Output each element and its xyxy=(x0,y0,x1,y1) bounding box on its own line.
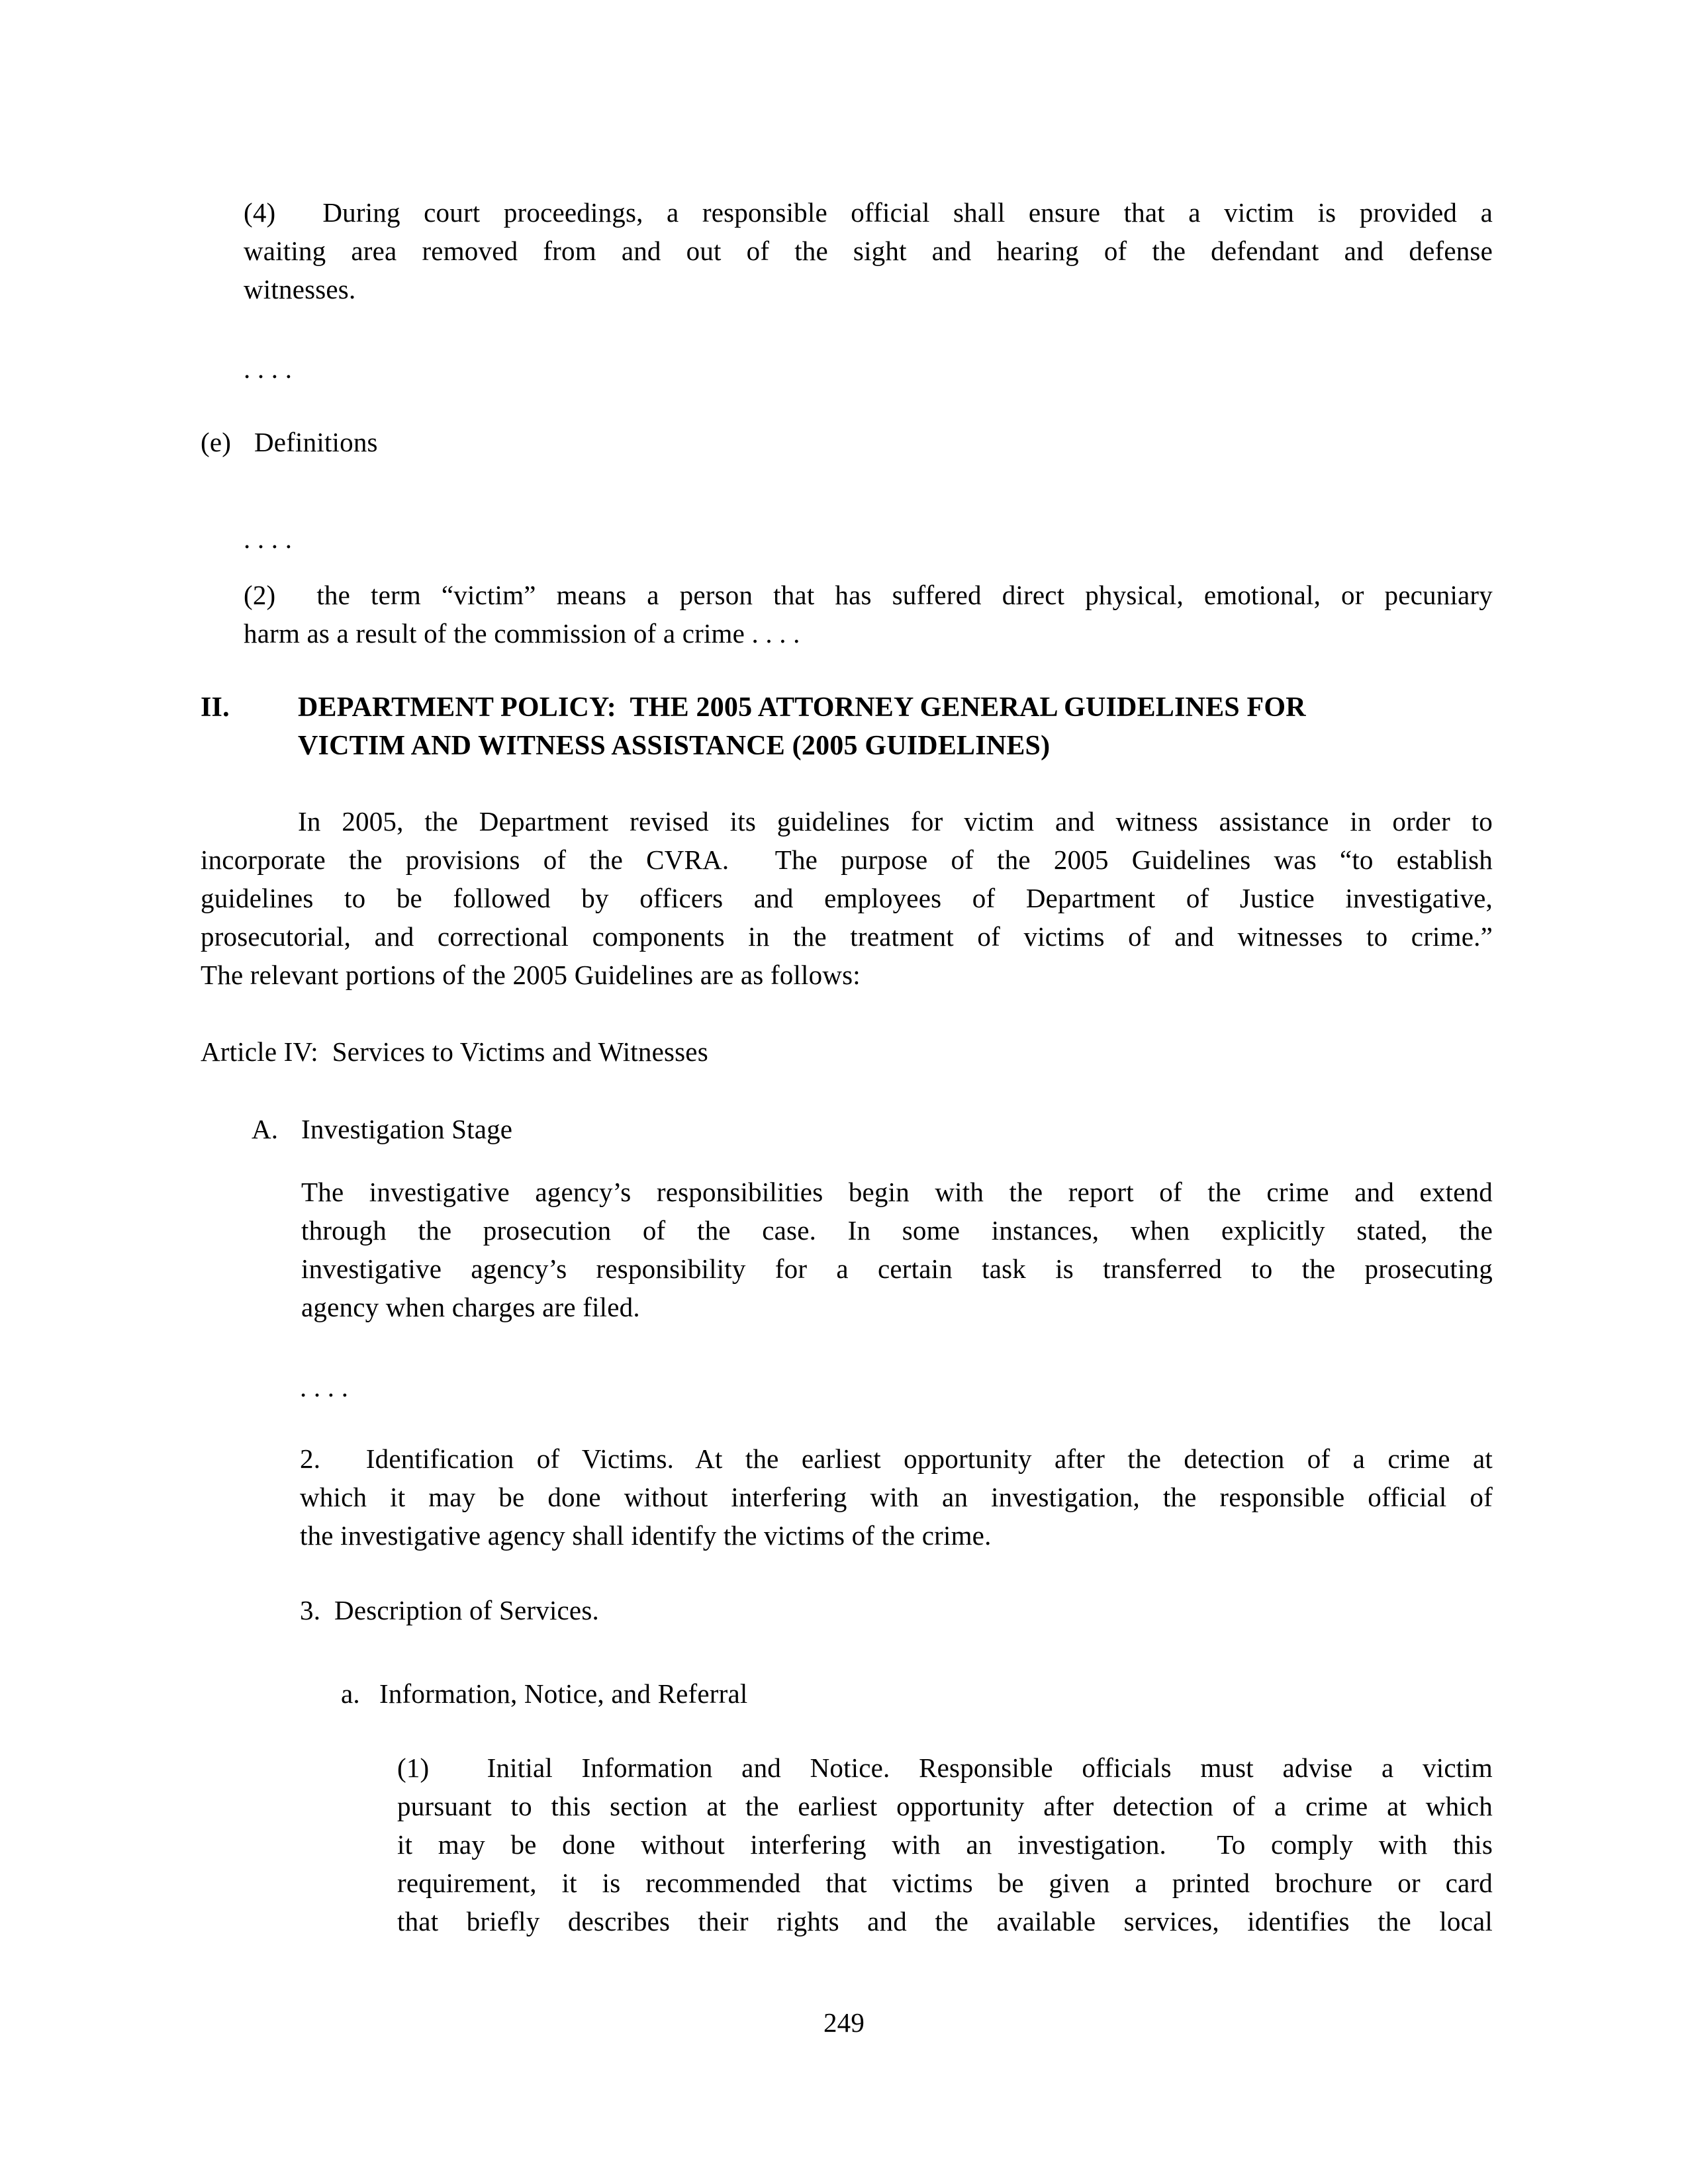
text-line: witnesses. xyxy=(244,274,356,304)
section-ii-heading xyxy=(298,688,1493,765)
text-line: investigative agency’s responsibility for a certain task is transferred to the prosecuting xyxy=(301,1253,1493,1284)
text-line xyxy=(252,1110,512,1148)
intro-paragraph xyxy=(201,802,1493,994)
text-line: 3. Description of Services. xyxy=(300,1595,599,1625)
text-line: The relevant portions of the 2005 Guidelines are as follows: xyxy=(201,960,861,990)
text-line: (2) the term “victim” means a person that has suffered direct physical, emotional, or pecuniary xyxy=(244,580,1493,610)
text-line: guidelines to be followed by officers and employees of Department of Justice investigative, xyxy=(201,883,1493,913)
text-line: pursuant to this section at the earliest opportunity after detection of a crime at which xyxy=(397,1791,1493,1821)
sub-a-heading xyxy=(341,1674,747,1713)
text-line: incorporate the provisions of the CVRA. The purpose of the 2005 Guidelines was “to establish xyxy=(201,844,1493,875)
text-line: which it may be done without interfering with an investigation, the responsible official of xyxy=(300,1482,1493,1512)
section-ii-number xyxy=(201,688,230,727)
item-text: Information, Notice, and Referral xyxy=(379,1678,748,1709)
text-line: 249 xyxy=(823,2007,865,2038)
ellipsis-line xyxy=(300,1368,348,1406)
item-2-identification-paragraph xyxy=(300,1439,1493,1555)
text-line: agency when charges are filed. xyxy=(301,1292,640,1322)
text-line: through the prosecution of the case. In some instances, when explicitly stated, the xyxy=(301,1215,1493,1246)
text-line: DEPARTMENT POLICY: THE 2005 ATTORNEY GENERAL GUIDELINES FOR xyxy=(298,692,1306,723)
text-line: requirement, it is recommended that victims be given a printed brochure or card xyxy=(397,1868,1493,1898)
text-line: it may be done without interfering with an investigation. To comply with this xyxy=(397,1829,1493,1860)
text-line: In 2005, the Department revised its guidelines for victim and witness assistance in order to xyxy=(298,806,1493,837)
item-label: A. xyxy=(252,1114,279,1144)
text-line: prosecutorial, and correctional components in the treatment of victims of and witnesses to crime.” xyxy=(201,921,1493,952)
text-line xyxy=(341,1674,747,1713)
text-line: VICTIM AND WITNESS ASSISTANCE (2005 GUIDELINES) xyxy=(298,731,1051,761)
sub-1-initial-information-paragraph xyxy=(397,1749,1493,1940)
text-line: the investigative agency shall identify the victims of the crime. xyxy=(300,1520,992,1551)
text-line: (1) Initial Information and Notice. Responsible officials must advise a victim xyxy=(397,1752,1493,1783)
definitions-heading xyxy=(201,423,378,461)
paragraph-4 xyxy=(244,193,1493,308)
ellipsis-line xyxy=(244,520,292,558)
text-line: The investigative agency’s responsibilities begin with the report of the crime and extend xyxy=(301,1177,1493,1207)
paragraph-2-victim-definition xyxy=(244,576,1493,653)
text-line: . . . . xyxy=(300,1372,349,1402)
item-label: a. xyxy=(341,1678,360,1709)
text-line xyxy=(201,423,378,461)
text-line: 2. Identification of Victims. At the earliest opportunity after the detection of a crime at xyxy=(300,1443,1493,1474)
text-line: (4) During court proceedings, a responsible official shall ensure that a victim is provided a xyxy=(244,197,1493,228)
item-3-description-heading xyxy=(300,1591,599,1629)
ellipsis-line xyxy=(244,349,292,388)
article-iv-heading xyxy=(201,1032,708,1071)
text-line: Article IV: Services to Victims and Witnesses xyxy=(201,1036,708,1067)
item-text: Definitions xyxy=(254,427,378,457)
investigation-paragraph xyxy=(301,1173,1493,1326)
page-number xyxy=(0,2003,1688,2042)
item-label: (e) xyxy=(201,427,232,457)
item-text: Investigation Stage xyxy=(301,1114,513,1144)
text-line: . . . . xyxy=(244,523,293,554)
text-line: II. xyxy=(201,692,230,723)
text-line: . . . . xyxy=(244,353,293,384)
text-line: harm as a result of the commission of a crime . . . . xyxy=(244,618,800,649)
text-line: that briefly describes their rights and the available services, identifies the local xyxy=(397,1906,1493,1936)
text-line: waiting area removed from and out of the sight and hearing of the defendant and defense xyxy=(244,236,1493,266)
section-a-heading xyxy=(252,1110,512,1148)
